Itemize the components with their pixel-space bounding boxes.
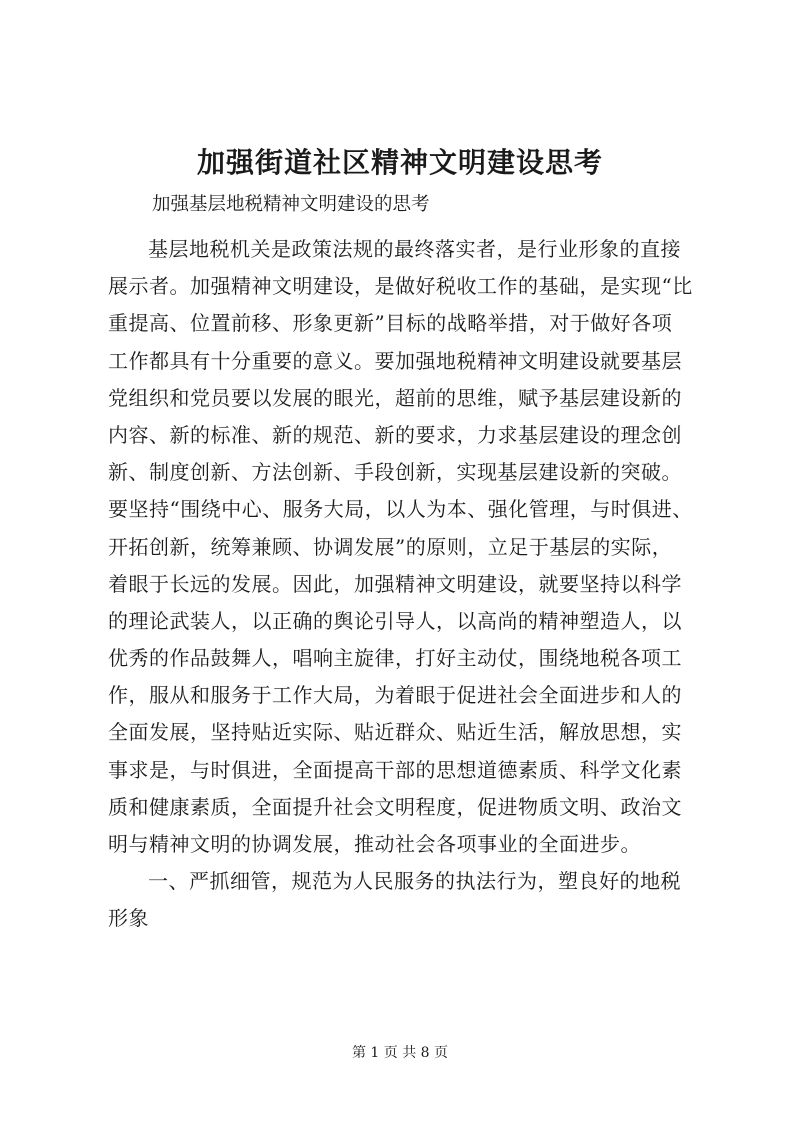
- text-line: 全面发展，坚持贴近实际、贴近群众、贴近生活，解放思想，实: [108, 720, 682, 745]
- text-line: 事求是，与时俱进，全面提高干部的思想道德素质、科学文化素: [108, 757, 682, 782]
- text-line: 要坚持“围绕中心、服务大局，以人为本、强化管理，与时俱进、: [108, 497, 693, 522]
- text-line: 着眼于长远的发展。因此，加强精神文明建设，就要坚持以科学: [108, 571, 682, 596]
- text-line: 的理论武装人，以正确的舆论引导人，以高尚的精神塑造人，以: [108, 608, 682, 633]
- document-title: 加强街道社区精神文明建设思考: [196, 146, 603, 179]
- text-line: 工作都具有十分重要的意义。要加强地税精神文明建设就要基层: [108, 348, 682, 373]
- text-line: 内容、新的标准、新的规范、新的要求，力求基层建设的理念创: [108, 422, 682, 447]
- text-line: 形象: [108, 906, 149, 931]
- section-heading-line: 一、严抓细管，规范为人民服务的执法行为，塑良好的地税: [148, 869, 681, 894]
- text-line: 明与精神文明的协调发展，推动社会各项事业的全面进步。: [108, 832, 641, 856]
- text-line: 党组织和党员要以发展的眼光，超前的思维，赋予基层建设新的: [108, 385, 682, 410]
- body-text: [108, 231, 708, 938]
- page-number-footer: 第 1 页 共 8 页: [351, 1045, 449, 1061]
- text-line: 基层地税机关是政策法规的最终落实者，是行业形象的直接: [148, 237, 681, 261]
- text-line: 重提高、位置前移、形象更新”目标的战略举措，对于做好各项: [108, 311, 673, 336]
- text-line: 作，服从和服务于工作大局，为着眼于促进社会全面进步和人的: [108, 683, 682, 708]
- text-line: 质和健康素质，全面提升社会文明程度，促进物质文明、政治文: [108, 794, 682, 819]
- text-line: 开拓创新，统筹兼顾、协调发展”的原则，立足于基层的实际，: [108, 534, 673, 559]
- text-line: 新、制度创新、方法创新、手段创新，实现基层建设新的突破。: [108, 460, 682, 485]
- text-line: 优秀的作品鼓舞人，唱响主旋律，打好主动仗，围绕地税各项工: [108, 646, 682, 671]
- document-subtitle: 加强基层地税精神文明建设的思考: [152, 194, 430, 215]
- text-line: 展示者。加强精神文明建设，是做好税收工作的基础，是实现“比: [108, 274, 693, 299]
